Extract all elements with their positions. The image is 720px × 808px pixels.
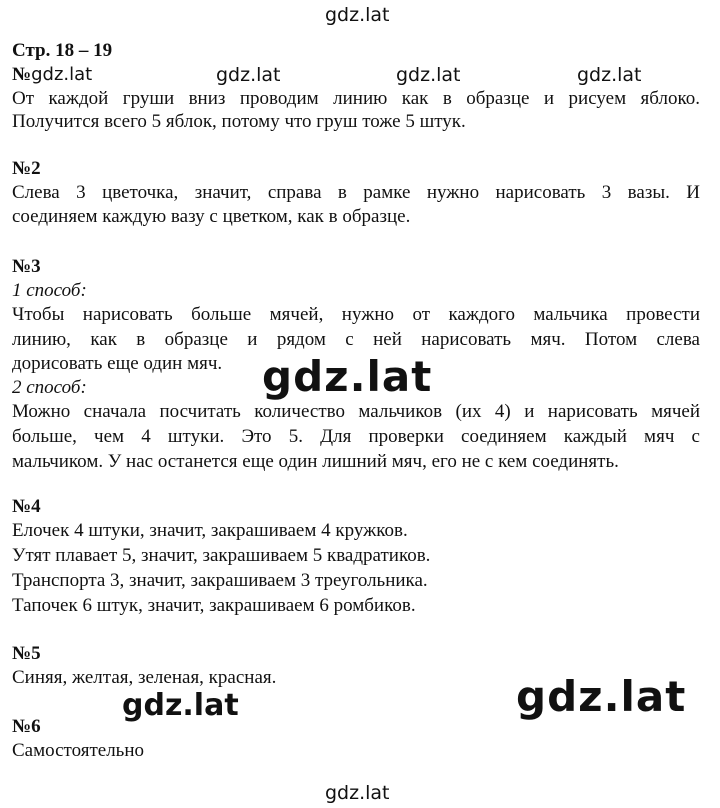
watermark-bottom: gdz.lat bbox=[325, 782, 390, 804]
section-3-way-1: 1 способ: bbox=[12, 280, 87, 301]
section-5-number: №5 bbox=[12, 643, 41, 664]
watermark-medium-left: gdz.lat bbox=[122, 688, 239, 723]
section-2-line-1: Слева 3 цветочка, значит, справа в рамке нужно нарисовать 3 вазы. И bbox=[12, 182, 700, 203]
section-4-line-3: Транспорта 3, значит, закрашиваем 3 треугольника. bbox=[12, 570, 428, 591]
watermark-large-center: gdz.lat bbox=[262, 352, 433, 401]
section-3-way2-line-1: Можно сначала посчитать количество мальчиков (их 4) и нарисовать мячей bbox=[12, 401, 700, 422]
section-6-text: Самостоятельно bbox=[12, 740, 145, 761]
watermark-top: gdz.lat bbox=[325, 4, 390, 26]
section-3-way1-line-2: линию, как в образце и рядом с ней нарисовать мяч. Потом слева bbox=[12, 329, 700, 350]
section-3-way1-line-3: дорисовать еще один мяч. bbox=[12, 353, 223, 374]
section-1-line-2: Получится всего 5 яблок, потому что груш тоже 5 штук. bbox=[12, 111, 466, 132]
section-4-line-4: Тапочек 6 штук, значит, закрашиваем 6 ромбиков. bbox=[12, 595, 416, 616]
section-3-way2-line-2: больше, чем 4 штуки. Это 5. Для проверки соединяем каждый мяч с bbox=[12, 426, 700, 447]
watermark-inline: gdz.lat bbox=[31, 64, 93, 85]
watermark-large-right: gdz.lat bbox=[516, 672, 687, 721]
section-3-way-2: 2 способ: bbox=[12, 377, 87, 398]
section-5-text: Синяя, желтая, зеленая, красная. bbox=[12, 667, 277, 688]
watermark-row-3: gdz.lat bbox=[396, 64, 461, 86]
section-1-line-1: От каждой груши вниз проводим линию как в образце и рисуем яблоко. bbox=[12, 88, 700, 109]
section-3-way1-line-1: Чтобы нарисовать больше мячей, нужно от каждого мальчика провести bbox=[12, 304, 700, 325]
section-3-number: №3 bbox=[12, 256, 41, 277]
section-6-number: №6 bbox=[12, 716, 41, 737]
section-4-line-2: Утят плавает 5, значит, закрашиваем 5 квадратиков. bbox=[12, 545, 431, 566]
section-2-number: №2 bbox=[12, 158, 41, 179]
section-2-line-2: соединяем каждую вазу с цветком, как в образце. bbox=[12, 206, 411, 227]
section-4-number: №4 bbox=[12, 496, 41, 517]
watermark-row-4: gdz.lat bbox=[577, 64, 642, 86]
section-4-line-1: Елочек 4 штуки, значит, закрашиваем 4 кружков. bbox=[12, 520, 408, 541]
section-3-way2-line-3: мальчиком. У нас останется еще один лишний мяч, его не с кем соединять. bbox=[12, 451, 619, 472]
section-1-number: №gdz.lat bbox=[12, 64, 93, 85]
page-header: Стр. 18 – 19 bbox=[12, 40, 113, 61]
watermark-row-2: gdz.lat bbox=[216, 64, 281, 86]
